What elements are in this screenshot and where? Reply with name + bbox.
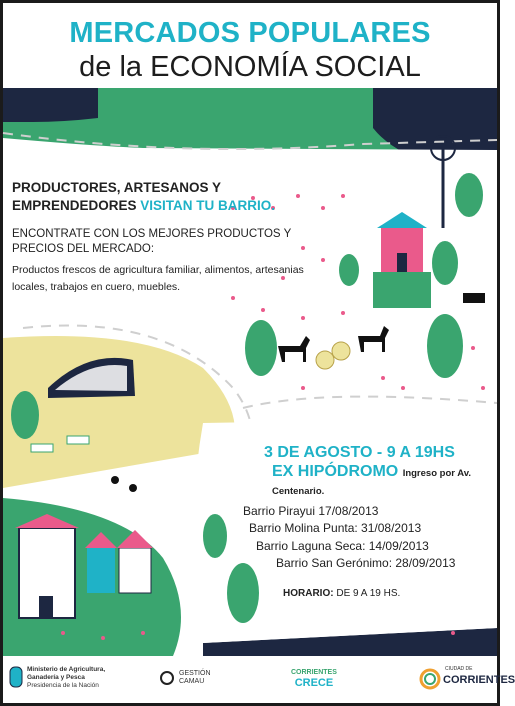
circle-logo-icon bbox=[159, 670, 175, 686]
tree bbox=[227, 563, 259, 623]
swirl-logo-icon bbox=[419, 668, 441, 690]
garden-bed bbox=[31, 444, 53, 452]
event-place-name: EX HIPÓDROMO bbox=[272, 463, 399, 480]
garden-bed bbox=[67, 436, 89, 444]
schedule-item: Barrio Pirayui 17/08/2013 bbox=[243, 504, 379, 518]
gestion-text: GESTIÓN bbox=[179, 670, 211, 677]
intro-heading: PRODUCTORES, ARTESANOS Y bbox=[12, 180, 222, 195]
shield-icon bbox=[9, 666, 23, 688]
illustrated-map bbox=[3, 88, 497, 656]
tree bbox=[203, 514, 227, 558]
schedule-item: Barrio Laguna Seca: 14/09/2013 bbox=[256, 539, 429, 553]
intro-paragraph: PRECIOS DEL MERCADO: bbox=[12, 243, 155, 255]
chicken bbox=[129, 484, 137, 492]
hours bbox=[283, 588, 400, 599]
corrientes-crece-logo bbox=[291, 668, 337, 688]
ministry-presidency: Presidencia de la Nación bbox=[27, 682, 99, 689]
poster-title: MERCADOS POPULARES bbox=[69, 17, 431, 49]
intro-paragraph: Productos frescos de agricultura familiar, alimentos, artesanias bbox=[12, 264, 304, 276]
intro-heading-2 bbox=[12, 198, 275, 213]
barn-field bbox=[373, 272, 431, 308]
ministry-name: Ministerio de Agricultura, bbox=[27, 666, 106, 673]
crece-text-1: CORRIENTES bbox=[291, 669, 337, 676]
town-house bbox=[87, 548, 115, 593]
poster-header bbox=[3, 3, 497, 88]
tree bbox=[455, 173, 483, 217]
cow bbox=[463, 293, 485, 303]
city-small-text: CIUDAD DE bbox=[445, 666, 473, 672]
barn-door bbox=[397, 253, 407, 272]
event-access: Ingreso por Av. Centenario. bbox=[272, 468, 471, 497]
chicken bbox=[111, 476, 119, 484]
hours-value: DE 9 A 19 HS. bbox=[336, 588, 401, 599]
dark-field-top bbox=[3, 88, 98, 122]
schedule-item: Barrio Molina Punta: 31/08/2013 bbox=[249, 521, 422, 535]
intro-paragraph: ENCONTRATE CON LOS MEJORES PRODUCTOS Y bbox=[12, 228, 292, 240]
town-house bbox=[119, 548, 151, 593]
city-text: CORRIENTES bbox=[443, 674, 515, 686]
town-door bbox=[39, 596, 53, 618]
hay-bale bbox=[316, 351, 334, 369]
tree bbox=[432, 241, 458, 285]
tree bbox=[339, 254, 359, 286]
event-date: 3 DE AGOSTO - 9 A 19HS bbox=[264, 444, 455, 461]
intro-heading-text: EMPRENDEDORES bbox=[12, 198, 137, 213]
hay-bale bbox=[332, 342, 350, 360]
intro-highlight: VISITAN TU BARRIO. bbox=[140, 198, 276, 213]
hours-label: HORARIO: bbox=[283, 588, 334, 599]
tree bbox=[427, 314, 463, 378]
tree bbox=[245, 320, 277, 376]
tree bbox=[11, 391, 39, 439]
crece-text-2: CRECE bbox=[294, 677, 334, 689]
camau-text: CAMAU bbox=[179, 678, 205, 685]
schedule-item: Barrio San Gerónimo: 28/09/2013 bbox=[276, 556, 456, 570]
event-place bbox=[272, 463, 500, 499]
poster-subtitle: de la ECONOMÍA SOCIAL bbox=[79, 51, 421, 83]
ministry-name-2: Ganadería y Pesca bbox=[27, 674, 85, 681]
sponsor-footer bbox=[3, 656, 515, 703]
intro-paragraph: locales, trabajos en cuero, muebles. bbox=[12, 281, 181, 293]
